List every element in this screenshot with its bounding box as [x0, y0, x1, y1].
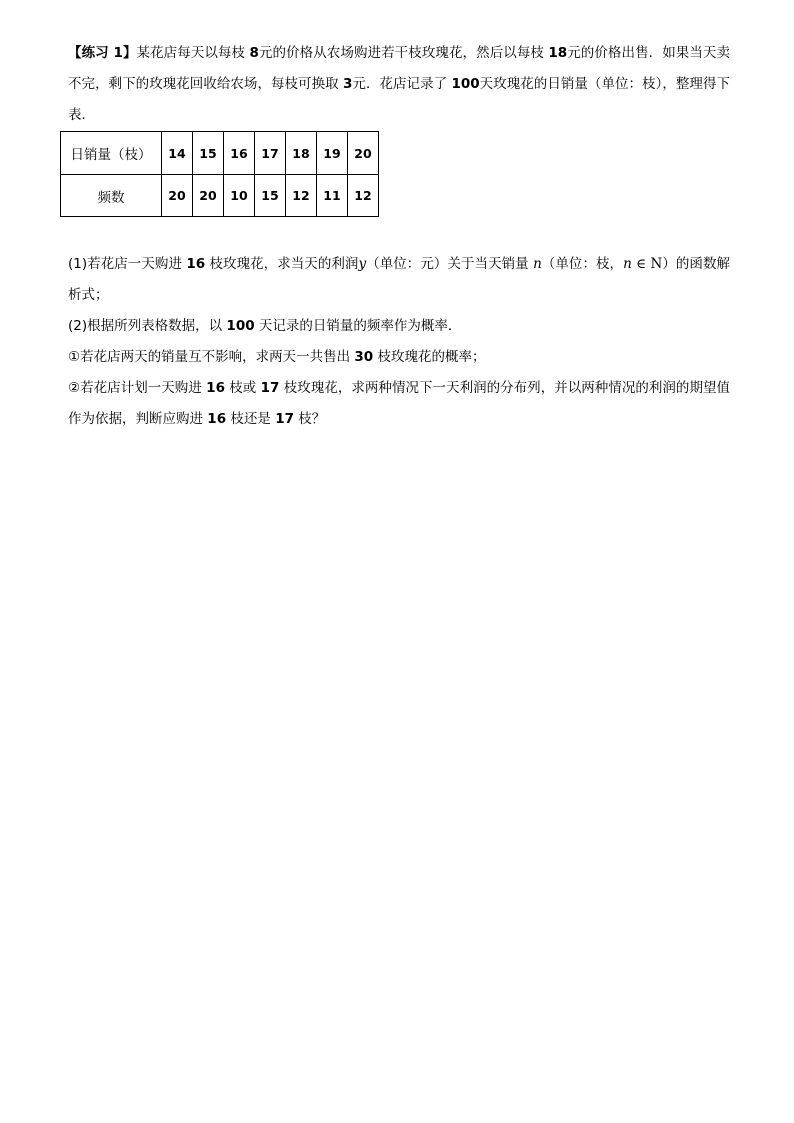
q2-text-a: 根据所列表格数据，以 — [87, 318, 227, 334]
q2b-text-e: 枝？ — [293, 411, 326, 427]
q2a-text-b: 枝玫瑰花的概率； — [373, 349, 486, 365]
sales-frequency-table — [60, 131, 379, 217]
intro-text-b: 元的价格从农场购进若干枝玫瑰花，然后以每枝 — [258, 45, 549, 61]
q1-condition-n: n — [623, 256, 632, 272]
q1-text-a: 若花店一天购进 — [87, 256, 187, 272]
table-cell-sales: 14 — [162, 132, 193, 175]
question-2-part-2 — [68, 373, 730, 435]
problem-intro — [68, 38, 730, 131]
q2b-label: ② — [68, 380, 81, 396]
q2b-choice-17: 17 — [275, 411, 294, 427]
table-cell-sales: 16 — [224, 132, 255, 175]
q1-label: (1) — [68, 256, 88, 272]
table-row-frequency — [61, 175, 379, 217]
q1-variable-n: n — [533, 256, 542, 272]
q2a-text-a: 若花店两天的销量互不影响，求两天一共售出 — [80, 349, 355, 365]
table-header-sales: 日销量（枝） — [61, 132, 162, 175]
q1-text-e: ）的函数解析式； — [68, 256, 731, 303]
table-cell-sales: 18 — [286, 132, 317, 175]
days-value: 100 — [451, 76, 480, 92]
q1-text-d: （单位：枝， — [541, 256, 624, 272]
q2b-choice-16: 16 — [207, 411, 227, 427]
q2b-text-a: 若花店计划一天购进 — [80, 380, 207, 396]
q2b-option-17: 17 — [260, 380, 280, 396]
table-cell-sales: 20 — [348, 132, 379, 175]
price-value: 18 — [548, 45, 568, 61]
intro-text-a: 某花店每天以每枝 — [136, 45, 250, 61]
table-cell-frequency: 10 — [224, 175, 255, 217]
intro-text-c: 元的价格出售．如果当天卖不完，剩下的玫瑰花回收给农场，每枝可换取 — [68, 45, 731, 92]
cost-value: 8 — [249, 45, 259, 61]
q2b-text-d: 枝还是 — [226, 411, 276, 427]
exercise-tag: 【练习 1】 — [68, 45, 137, 61]
question-2 — [68, 311, 730, 342]
q1-condition-set: ∈ N — [631, 256, 663, 272]
q1-quantity: 16 — [186, 256, 206, 272]
q2b-text-b: 枝或 — [224, 380, 261, 396]
q1-text-c: （单位：元）关于当天销量 — [366, 256, 534, 272]
q2a-total: 30 — [354, 349, 374, 365]
table-cell-sales: 17 — [255, 132, 286, 175]
question-2-part-1 — [68, 342, 730, 373]
table-row-sales — [61, 132, 379, 175]
intro-text-d: 元．花店记录了 — [352, 76, 452, 92]
refund-value: 3 — [342, 76, 353, 92]
table-cell-frequency: 20 — [193, 175, 224, 217]
q2-text-b: 天记录的日销量的频率作为概率． — [254, 318, 462, 334]
table-cell-frequency: 11 — [317, 175, 348, 217]
table-cell-frequency: 20 — [162, 175, 193, 217]
table-cell-frequency: 15 — [255, 175, 286, 217]
table-cell-sales: 15 — [193, 132, 224, 175]
q1-text-b: 枝玫瑰花，求当天的利润 — [205, 256, 359, 272]
table-cell-frequency: 12 — [348, 175, 379, 217]
intro-text-e: 天玫瑰花的日销量（单位：枝），整理得下表． — [68, 76, 730, 123]
q1-variable-y: y — [358, 256, 367, 272]
table-cell-frequency: 12 — [286, 175, 317, 217]
q2a-label: ① — [68, 349, 81, 365]
table-header-frequency: 频数 — [61, 175, 162, 217]
table-cell-sales: 19 — [317, 132, 348, 175]
q2b-option-16: 16 — [206, 380, 225, 396]
question-1 — [68, 249, 730, 311]
q2b-text-c: 枝玫瑰花，求两种情况下一天利润的分布列，并以两种情况的利润的期望值作为依据，判断应购进 — [68, 380, 731, 427]
q2-label: (2) — [68, 318, 88, 334]
q2-days: 100 — [226, 318, 255, 334]
